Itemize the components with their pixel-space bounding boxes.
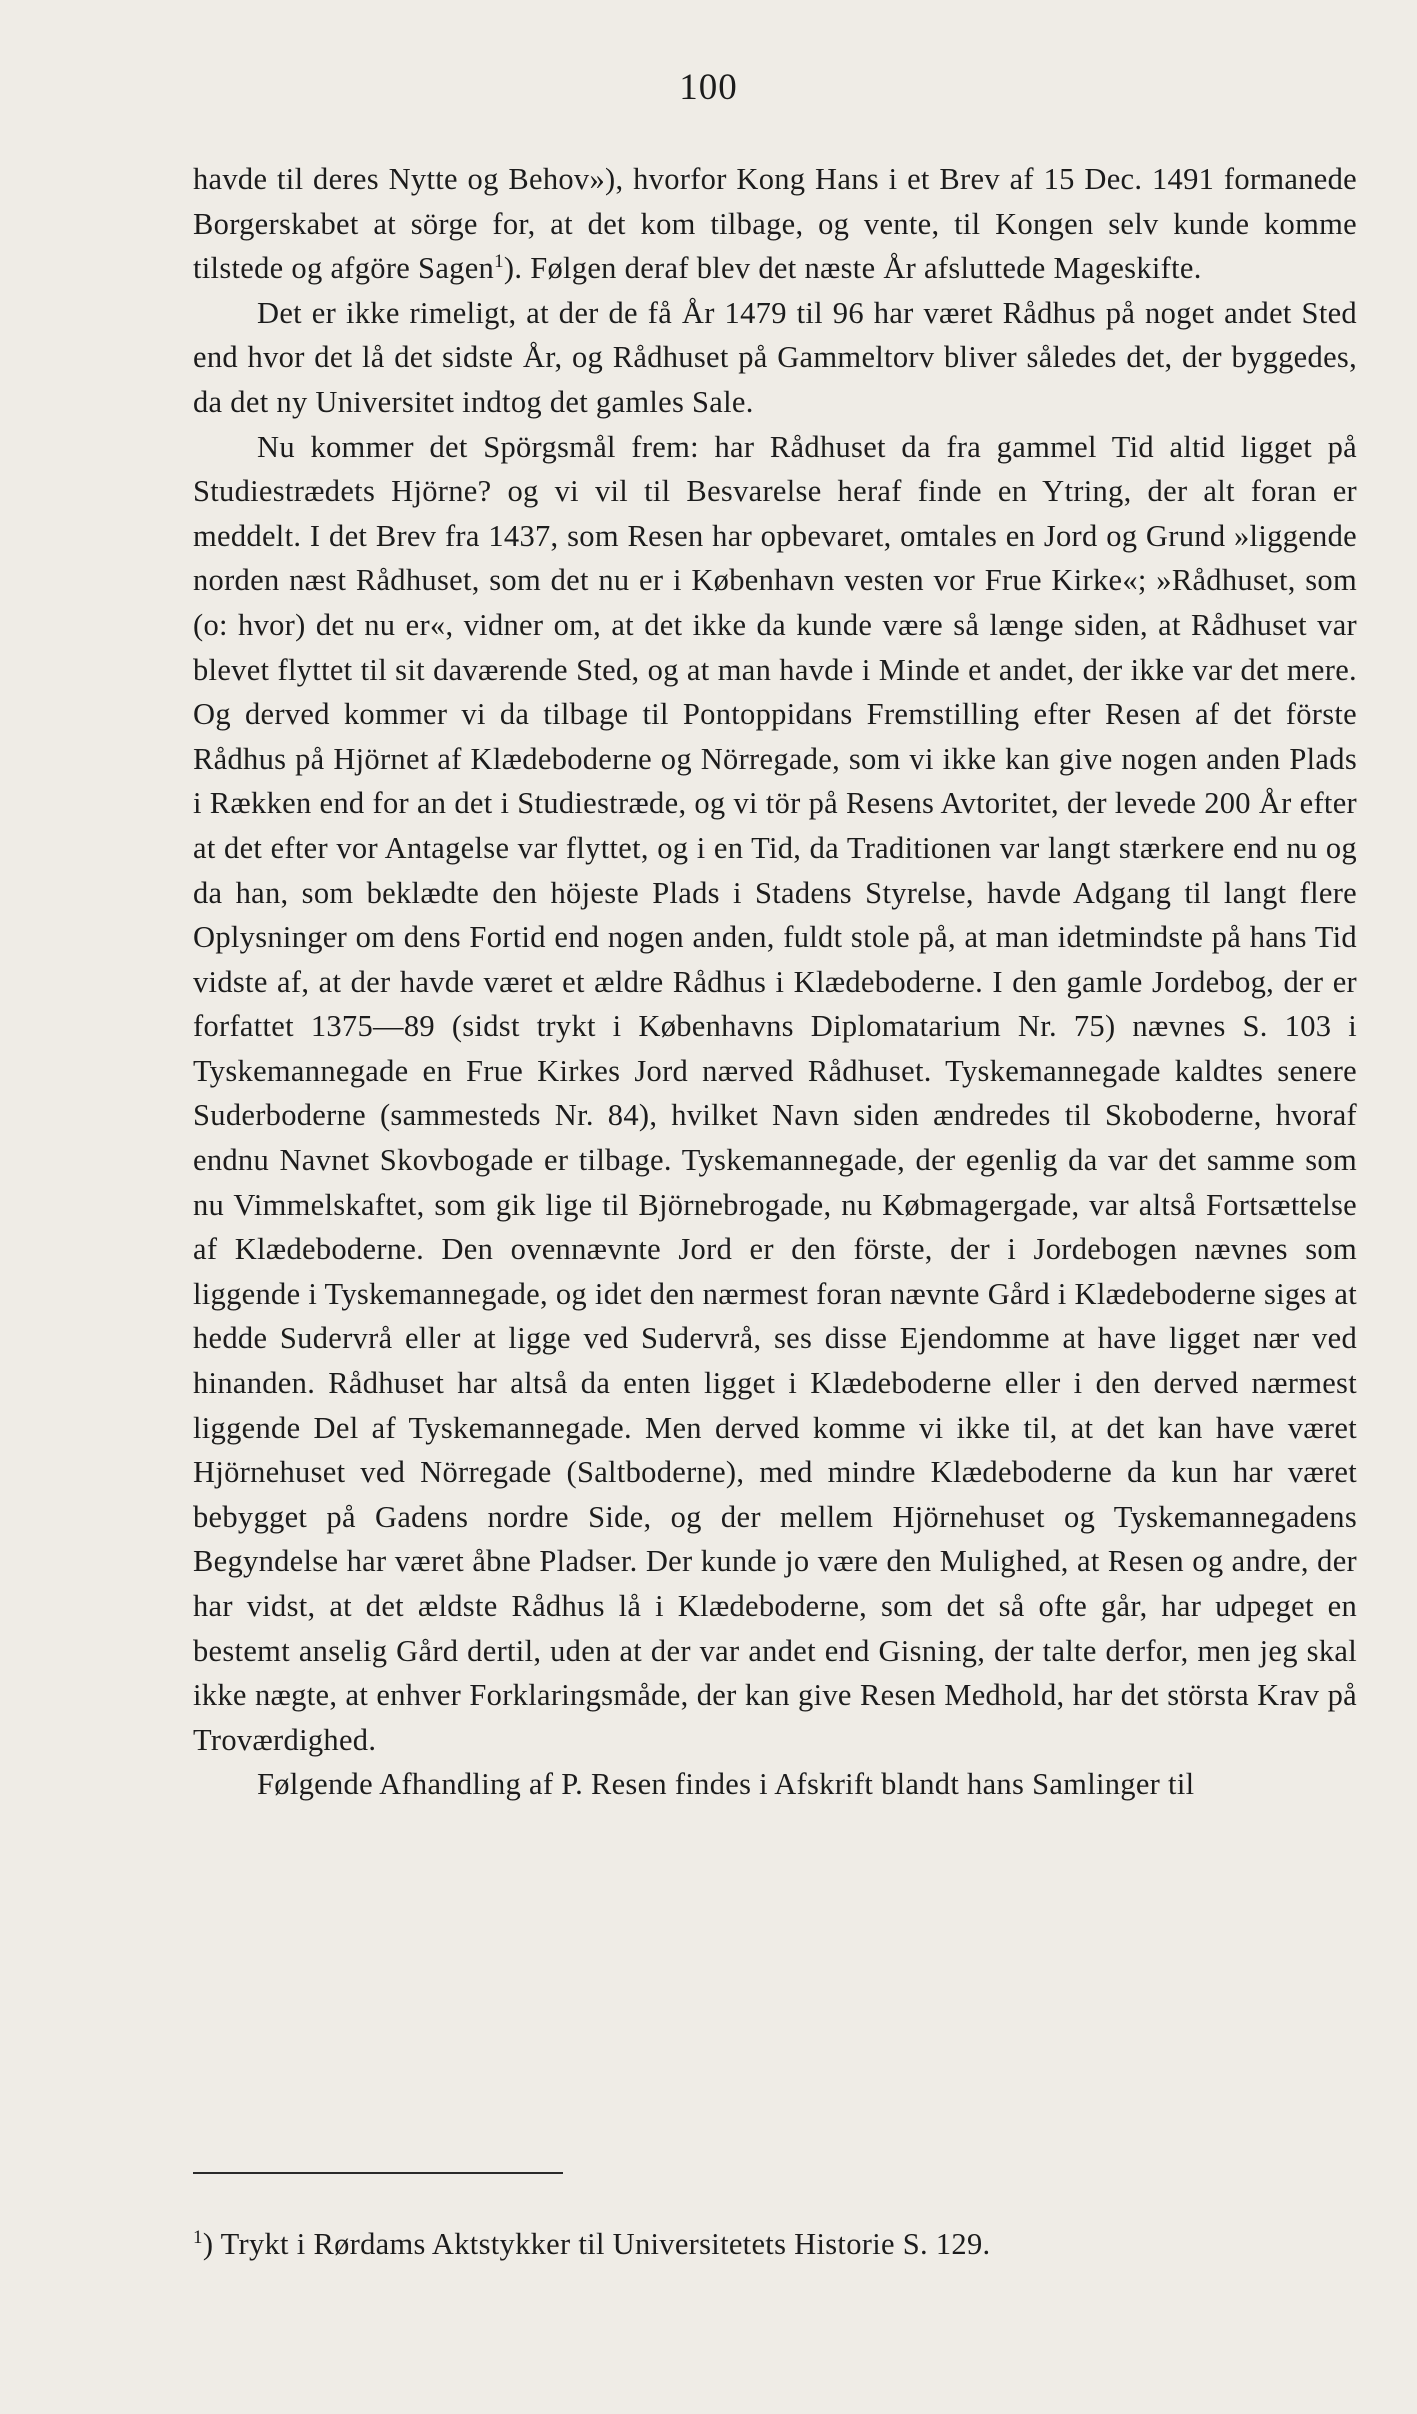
paragraph-1-tail: ). Følgen deraf blev det næste År afsluttede Mageskifte. <box>503 251 1202 286</box>
paragraph-3: Nu kommer det Spörgsmål frem: har Rådhuset da fra gammel Tid altid ligget på Studiestrædets Hjörne? og vi vil til Besvarelse heraf finde en Ytring, der alt foran er meddelt. I det Brev fra 1437, som Resen har opbevaret, omtales en Jord og Grund »liggende norden næst Rådhuset, som det nu er i København vesten vor Frue Kirke«; »Rådhuset, som (o: hvor) det nu er«, vidner om, at det ikke da kunde være så længe siden, at Rådhuset var blevet flyttet til sit daværende Sted, og at man havde i Minde et andet, der ikke var det mere. Og derved kommer vi da tilbage til Pontoppidans Fremstilling efter Resen af det förste Rådhus på Hjörnet af Klædeboderne og Nörregade, som vi ikke kan give nogen anden Plads i Rækken end for an det i Studiestræde, og vi tör på Resens Avtoritet, der levede 200 År efter at det efter vor Antagelse var flyttet, og i en Tid, da Traditionen var langt stærkere end nu og da han, som beklædte den höjeste Plads i Stadens Styrelse, havde Adgang til langt flere Oplysninger om dens Fortid end nogen anden, fuldt stole på, at man idetmindste på hans Tid vidste af, at der havde været et ældre Rådhus i Klædeboderne. I den gamle Jordebog, der er forfattet 1375—89 (sidst trykt i Københavns Diplomatarium Nr. 75) nævnes S. 103 i Tyskemannegade en Frue Kirkes Jord nærved Rådhuset. Tyskemannegade kaldtes senere Suderboderne (sammesteds Nr. 84), hvilket Navn siden ændredes til Skoboderne, hvoraf endnu Navnet Skovbogade er tilbage. Tyskemannegade, der egenlig da var det samme som nu Vimmelskaftet, som gik lige til Björnebrogade, nu Købmagergade, var altså Fortsættelse af Klædeboderne. Den ovennævnte Jord er den förste, der i Jordebogen nævnes som liggende i Tyskemannegade, og idet den nærmest foran nævnte Gård i Klædeboderne siges at hedde Sudervrå eller at ligge ved Sudervrå, ses disse Ejendomme at have ligget nær ved hinanden. Rådhuset har altså da enten ligget i Klædeboderne eller i den derved nærmest liggende Del af Tyskemannegade. Men derved komme vi ikke til, at det kan have været Hjörnehuset ved Nörregade (Saltboderne), med mindre Klædeboderne da kun har været bebygget på Gadens nordre Side, og der mellem Hjörnehuset og Tyskemannegadens Begyndelse har været åbne Pladser. Der kunde jo være den Mulighed, at Resen og andre, der har vidst, at det ældste Rådhus lå i Klædeboderne, som det så ofte går, har udpeget en bestemt anselig Gård dertil, uden at der var andet end Gisning, der talte derfor, men jeg skal ikke nægte, at enhver Forklaringsmåde, der kan give Resen Medhold, har det största Krav på Troværdighed. <box>193 429 1357 1757</box>
footnote-text: ) Trykt i Rørdams Aktstykker til Universitetets Historie S. 129. <box>202 2227 991 2261</box>
footnote-marker: 1 <box>193 2227 203 2248</box>
body-text <box>193 157 1357 1807</box>
paragraph-4: Følgende Afhandling af P. Resen findes i Afskrift blandt hans Samlinger til <box>257 1767 1195 1802</box>
paragraph-1 <box>193 157 1357 291</box>
paragraph-1-text: havde til deres Nytte og Behov»), hvorfor Kong Hans i et Brev af 15 Dec. 1491 formanede Borgerskabet at sörge for, at det kom tilbage, og vente, til Kongen selv kunde komme tilstede og afgöre Sagen <box>193 162 1357 286</box>
footnote-reference: 1 <box>494 251 504 273</box>
paragraph-2: Det er ikke rimeligt, at der de få År 1479 til 96 har været Rådhus på noget andet Sted end hvor det lå det sidste År, og Rådhuset på Gammeltorv bliver således det, der byggedes, da det ny Universitet indtog det gamles Sale. <box>193 295 1357 419</box>
page-number: 100 <box>679 67 738 108</box>
footnote-divider <box>193 2172 563 2174</box>
footnote <box>193 2222 1357 2266</box>
